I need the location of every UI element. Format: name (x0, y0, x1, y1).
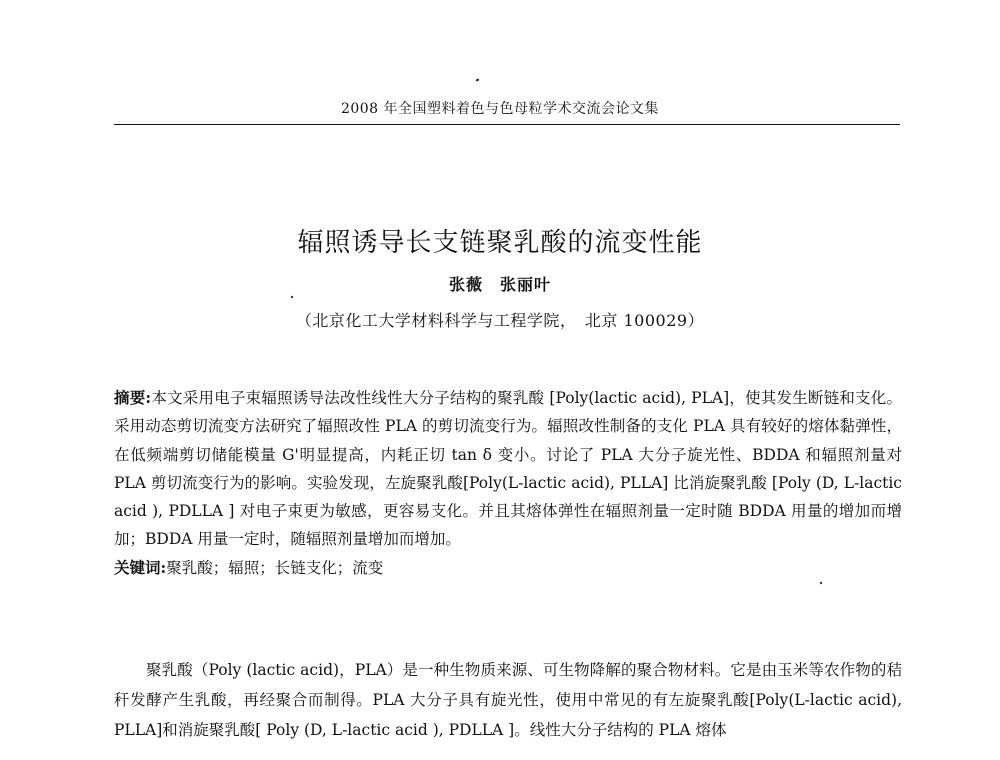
running-header: 2008 年全国塑料着色与色母粒学术交流会论文集 (340, 101, 660, 117)
paper-authors: 张薇 张丽叶 (448, 275, 551, 294)
abstract-text: 本文采用电子束辐照诱导法改性线性大分子结构的聚乳酸 [Poly(lactic acid), PLA]，使其发生断链和支化。采用动态剪切流变方法研究了辐照改性 PLA 的剪切流变行为。辐照改性制备的支化 PLA 具有较好的熔体黏弹性，在低频端剪切储能模量 G'明显提高，内耗正切 tan δ 变小。讨论了 PLA 大分子旋光性、BDDA 和辐照剂量对 PLA 剪切流变行为的影响。实验发现，左旋聚乳酸[Poly(L-lactic acid), PLLA] 比消旋聚乳酸 [Poly (D, L-lactic acid ), PDLLA ] 对电子束更为敏感，更容易支化。并且其熔体弹性在辐照剂量一定时随 BDDA 用量的增加而增加；BDDA 用量一定时，随辐照剂量增加而增加。 (114, 389, 902, 549)
scan-speck (476, 78, 480, 81)
abstract-label: 摘要: (114, 388, 152, 407)
abstract-block (114, 384, 902, 582)
header-rule (114, 124, 900, 125)
paper-title: 辐照诱导长支链聚乳酸的流变性能 (297, 228, 703, 258)
body-paragraph: 聚乳酸（Poly (lactic acid)，PLA）是一种生物质来源、可生物降解的聚合物材料。它是由玉米等农作物的秸秆发酵产生乳酸，再经聚合而制得。PLA 大分子具有旋光性，使用中常见的有左旋聚乳酸[Poly(L-lactic acid), PLLA]和消旋聚乳酸[ Poly (D, L-lactic acid ), PDLLA ]。线性大分子结构的 PLA 熔体 (114, 661, 902, 739)
keywords-label: 关键词: (114, 557, 167, 577)
keywords-text: 聚乳酸；辐照；长链支化；流变 (166, 558, 384, 577)
scan-speck (291, 296, 294, 299)
paper-affiliation: （北京化工大学材料科学与工程学院， 北京 100029） (295, 311, 705, 330)
